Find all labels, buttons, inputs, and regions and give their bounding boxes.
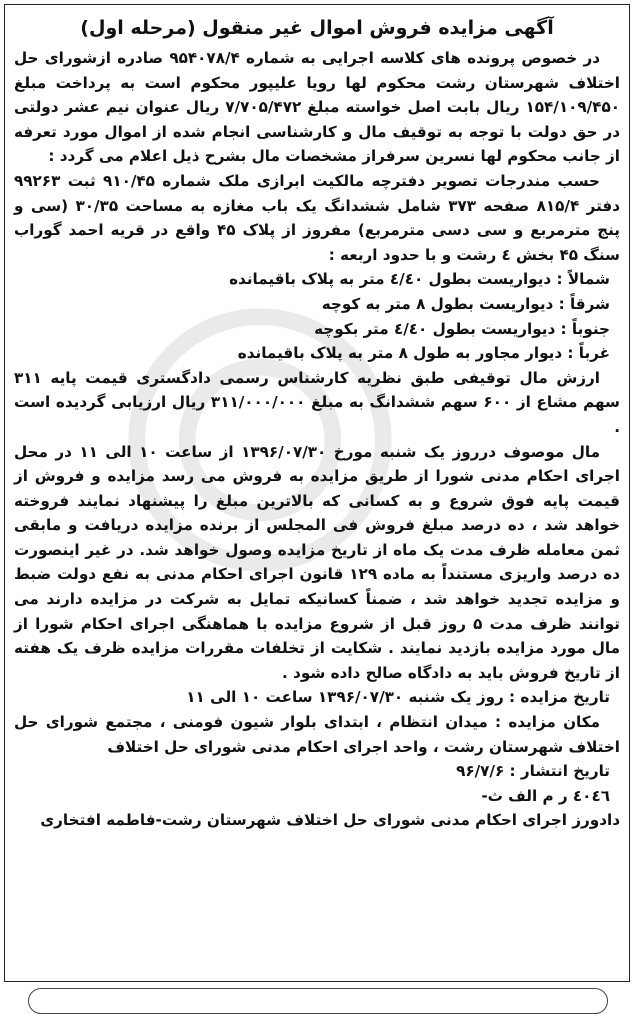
valuation-paragraph: ارزش مال توقیفی طبق نظریه کارشناس رسمی دادگستری قیمت پایه ۳۱۱ سهم مشاع از ۶۰۰ سهم ششدانگ به مبلغ ۳۱۱/۰۰۰/۰۰۰ ریال ارزیابی گردیده است .: [14, 368, 620, 436]
bound-south: جنوباً : دیواریست بطول ٤/٤٠ متر بکوچه: [314, 319, 610, 338]
bound-north: شمالاً : دیواریست بطول ٤/٤٠ متر به پلاک باقیمانده: [229, 270, 610, 289]
auction-paragraph: مال موصوف درروز یک شنبه مورخ ۱۳۹۶/۰۷/۳۰ از ساعت ۱۰ الی ۱۱ در محل اجرای احکام مدنی شورا از طریق مزایده به فروش می رسد مزایده و فروش از قیمت پایه فوق شروع و به کسانی که بالاترین مبلغ را پیشنهاد نمایند فروخته خواهد شد ، ده درصد مبلغ فروش فی المجلس از برنده مزایده دریافت و مابقی ثمن معامله ظرف مدت یک ماه از تاریخ مزایده وصول خواهد شد. در غیر اینصورت ده درصد واریزی مستنداً به ماده ۱۲۹ قانون اجرای احکام مدنی به نفع دولت ضبط و مزایده تجدید خواهد شد ، ضمناً کسانیکه تمایل به شرکت در مزایده دارند می توانند ظرف مدت ۵ روز قبل از شروع مزایده با هماهنگی اجرای احکام شورا از مال مورد مزایده بازدید نمایند . شکایت از تخلفات مقررات مزایده ظرف یک هفته از تاریخ فروش باید به دادگاه صالح داده شود .: [14, 442, 620, 682]
notice-title: آگهی مزایده فروش اموال غیر منقول (مرحله اول): [80, 17, 554, 39]
notice-code: ٤٠٤٦ ر م الف ث-: [481, 786, 610, 805]
intro-paragraph: در خصوص پرونده های کلاسه اجرایی به شماره ۹۵۴۰۷۸/۴ صادره ازشورای حل اختلاف شهرستان رشت محکوم لها رویا علیپور محکوم است به پرداخت مبلغ ۱۵۴/۱۰۹/۴۵۰ ریال بابت اصل خواسته مبلغ ۷/۷۰۵/۴۷۲ ریال عنوان نیم عشر دولتی در حق دولت با توجه به توقیف مال و کارشناسی انجام شده از اموال مورد تعرفه از جانب محکوم لها نسرین سرفراز مشخصات مال بشرح ذیل اعلام می گردد :: [14, 49, 620, 166]
notice-body: [14, 14, 620, 833]
property-paragraph: حسب مندرجات تصویر دفترچه مالکیت ابرازی ملک شماره ۹۱۰/۴۵ ثبت ۹۹۲۶۳ دفتر ۸۱۵/۴ صفحه ۳۷۳ شامل ششدانگ یک باب مغازه به مساحت ۳۰/۳۵ (سی و پنج مترمربع و سی دسی مترمربع) مفروز از پلاک ۴۵ واقع در قریه احمد گوراب سنگ ۴۵ بخش ٤ رشت و با حدود اربعه :: [14, 171, 621, 264]
publish-date: تاریخ انتشار : ۹۶/۷/۶: [456, 762, 610, 781]
auction-date: تاریخ مزایده : روز یک شنبه ۱۳۹۶/۰۷/۳۰ ساعت ۱۰ الی ۱۱: [186, 688, 610, 707]
next-notice-edge: [28, 988, 608, 1014]
bound-east: شرقاً : دیواریست بطول ۸ متر به کوچه: [321, 294, 610, 313]
auction-place: مکان مزایده : میدان انتظام ، ابتدای بلوار شیون فومنی ، مجتمع شورای حل اختلاف شهرستان رشت ، واحد اجرای احکام مدنی شورای حل اختلاف: [14, 713, 620, 756]
signature-line: دادورز اجرای احکام مدنی شورای حل اختلاف شهرستان رشت-فاطمه افتخاری: [40, 811, 620, 830]
bound-west: غرباً : دیوار مجاور به طول ۸ متر به پلاک باقیمانده: [237, 344, 610, 363]
